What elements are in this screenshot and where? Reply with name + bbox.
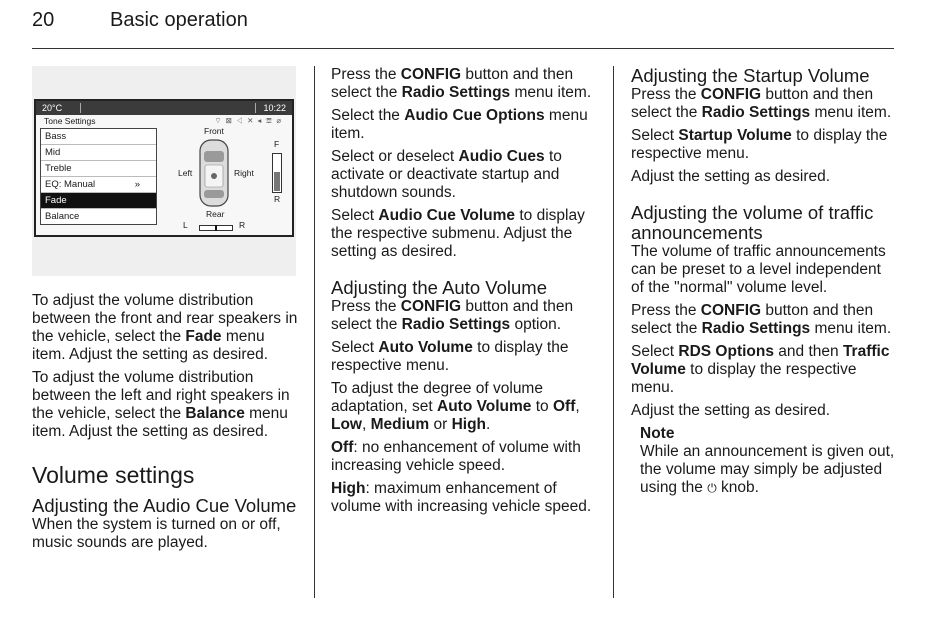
column-1: [32, 292, 302, 557]
status-separator: [80, 103, 81, 113]
section-title: Basic operation: [110, 9, 248, 31]
car-top-view-icon: [194, 137, 234, 209]
menu-item-fade[interactable]: [41, 193, 156, 209]
menu-item-label: Treble: [45, 163, 72, 174]
column-3: [631, 66, 897, 497]
fader-rear-label: R: [274, 194, 281, 204]
column-divider-2: [613, 66, 614, 598]
note-text: While an announcement is given out, the volume may simply be adjusted using the ⏻ knob.: [640, 443, 895, 496]
paragraph: Select Audio Cue Volume to display the respective submenu. Adjust the setting as desired.: [331, 207, 585, 260]
fade-slider[interactable]: [272, 153, 282, 193]
menu-item-balance[interactable]: [41, 209, 156, 224]
balance-slider[interactable]: [199, 225, 233, 231]
status-icons: ⌔ ⊠ ◁ ✕ ◂ ☏ ⌀: [214, 116, 282, 125]
paragraph: High: maximum enhancement of volume with increasing vehicle speed.: [331, 480, 592, 515]
heading-startup-volume: Adjusting the Startup Volume: [631, 65, 870, 86]
paragraph: Press the CONFIG button and then select the Radio Settings menu item.: [331, 66, 592, 101]
header-rule: [32, 48, 894, 49]
paragraph: Select Startup Volume to display the respective menu.: [631, 127, 888, 162]
paragraph: Select Auto Volume to display the respective menu.: [331, 339, 569, 374]
status-bar: [36, 101, 292, 115]
label-rear: Rear: [206, 209, 225, 219]
heading-audio-cue-volume: Adjusting the Audio Cue Volume: [32, 495, 297, 516]
paragraph: Adjust the setting as desired.: [631, 402, 831, 419]
submenu-arrow-icon: »: [134, 179, 140, 190]
tone-settings-menu: [40, 128, 157, 225]
menu-item-label: Fade: [45, 195, 67, 206]
balance-right-label: R: [239, 220, 246, 230]
label-left: Left: [178, 168, 193, 178]
note-title: Note: [640, 425, 675, 442]
menu-item-eq-manual[interactable]: [41, 177, 156, 193]
menu-item-bass[interactable]: [41, 129, 156, 145]
paragraph-balance: To adjust the volume distribution between the left and right speakers in the vehicle, select the Balance menu item. Adjust the setting as desired.: [32, 369, 290, 440]
paragraph: Press the CONFIG button and then select the Radio Settings menu item.: [631, 302, 892, 337]
paragraph-audio-cue: When the system is turned on or off, music sounds are played.: [32, 516, 281, 551]
menu-item-label: Balance: [45, 211, 80, 222]
power-knob-icon: ⏻: [707, 481, 717, 495]
paragraph: Select or deselect Audio Cues to activate or deactivate startup and shutdown sounds.: [331, 148, 562, 201]
note-box: [631, 425, 897, 497]
paragraph: The volume of traffic announcements can be preset to a level independent of the "normal" volume level.: [631, 243, 886, 296]
menu-item-treble[interactable]: [41, 161, 156, 177]
column-divider-1: [314, 66, 315, 598]
paragraph: To adjust the degree of volume adaptation, set Auto Volume to Off, Low, Medium or High.: [331, 380, 580, 433]
balance-left-label: L: [183, 220, 188, 230]
screen-title: Tone Settings: [44, 116, 96, 126]
label-right: Right: [234, 168, 254, 178]
page-number: 20: [32, 9, 55, 31]
heading-auto-volume: Adjusting the Auto Volume: [331, 277, 547, 298]
menu-item-label: EQ: Manual: [45, 179, 96, 190]
fader-front-label: F: [274, 139, 280, 149]
paragraph: Adjust the setting as desired.: [631, 168, 831, 185]
paragraph: Select RDS Options and then Traffic Volume to display the respective menu.: [631, 343, 890, 396]
tone-settings-figure: [32, 66, 296, 276]
menu-item-label: Bass: [45, 131, 67, 142]
paragraph: Press the CONFIG button and then select the Radio Settings menu item.: [631, 86, 892, 121]
menu-item-mid[interactable]: [41, 145, 156, 161]
fade-slider-fill: [274, 172, 280, 191]
balance-slider-marker: [215, 225, 217, 231]
column-2: [331, 66, 601, 521]
paragraph: Press the CONFIG button and then select the Radio Settings option.: [331, 298, 574, 333]
paragraph: Off: no enhancement of volume with increasing vehicle speed.: [331, 439, 581, 474]
status-temperature: 20°C: [42, 103, 63, 113]
status-time: 10:22: [263, 103, 286, 113]
menu-item-label: Mid: [45, 147, 61, 158]
heading-traffic-volume: Adjusting the volume of traffic announcements: [631, 202, 874, 243]
display-screen: [34, 99, 294, 237]
status-separator: [255, 103, 256, 113]
paragraph: Select the Audio Cue Options menu item.: [331, 107, 588, 142]
heading-volume-settings: Volume settings: [32, 462, 195, 488]
paragraph-fade: To adjust the volume distribution between the front and rear speakers in the vehicle, select the Fade menu item. Adjust the setting as desired.: [32, 292, 298, 363]
label-front: Front: [204, 126, 224, 136]
